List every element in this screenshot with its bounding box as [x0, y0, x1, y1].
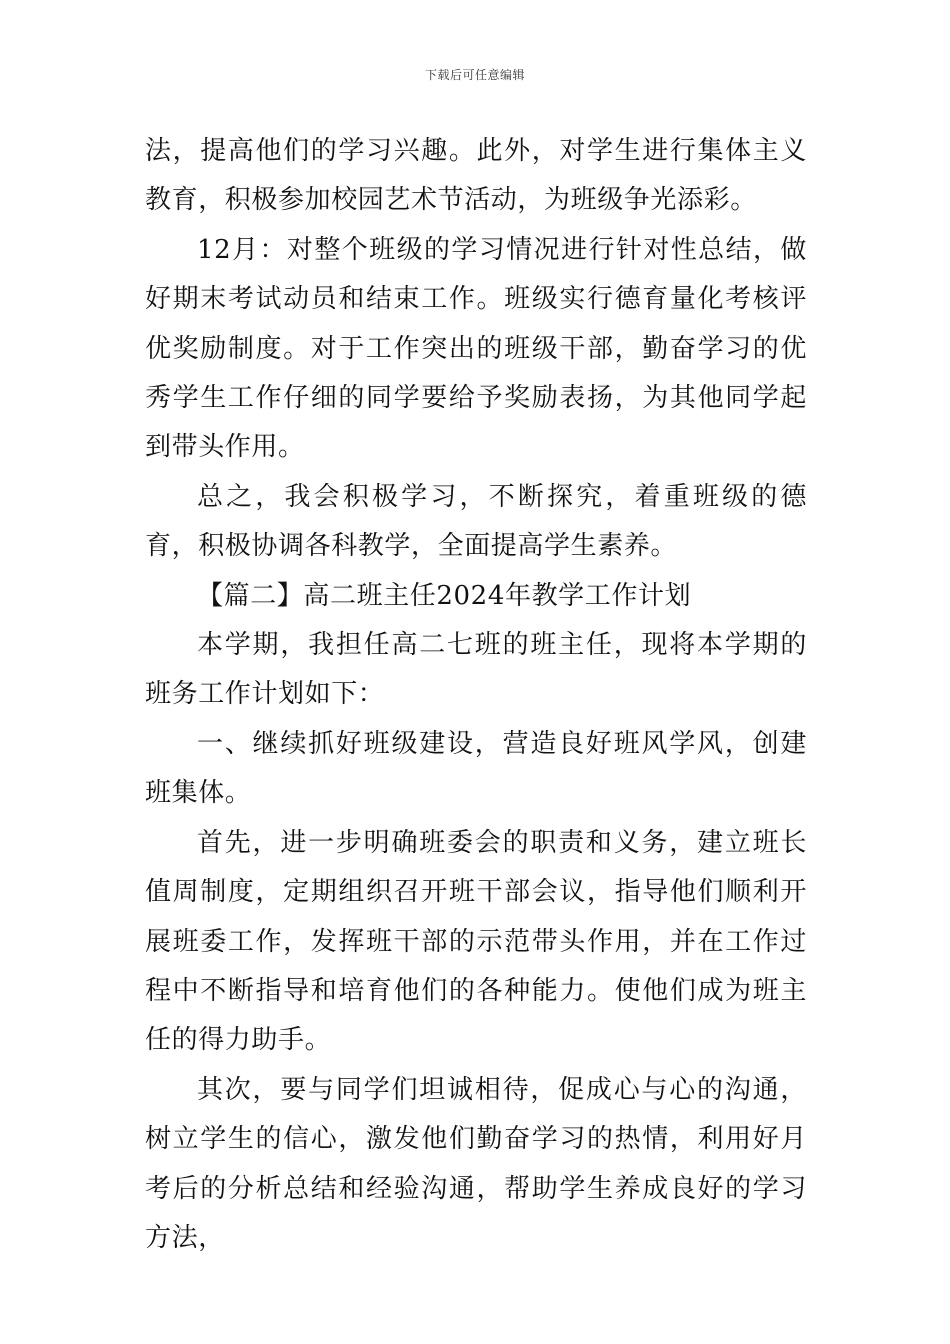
- paragraph: 首先，进一步明确班委会的职责和义务，建立班长值周制度，定期组织召开班干部会议，指导他们顺利开展班委工作，发挥班干部的示范带头作用，并在工作过程中不断指导和培育他们的各种能力。使他们成为班主任的得力助手。: [145, 827, 807, 1056]
- page-header: 下载后可任意编辑: [424, 68, 525, 82]
- paragraph: 本学期，我担任高二七班的班主任，现将本学期的班务工作计划如下：: [145, 630, 807, 710]
- paragraph: 其次，要与同学们坦诚相待，促成心与心的沟通，树立学生的信心，激发他们勤奋学习的热情，利用好月考后的分析总结和经验沟通，帮助学生养成良好的学习方法，: [145, 1074, 807, 1253]
- document-body: [145, 127, 807, 1263]
- paragraph: 一、继续抓好班级建设，营造良好班风学风，创建班集体。: [145, 728, 807, 809]
- paragraph: 法，提高他们的学习兴趣。此外，对学生进行集体主义教育，积极参加校园艺术节活动，为班级争光添彩。: [145, 136, 807, 216]
- paragraph: 总之，我会积极学习，不断探究，着重班级的德育，积极协调各科教学，全面提高学生素养。: [145, 481, 807, 562]
- paragraph: 12月：对整个班级的学习情况进行针对性总结，做好期末考试动员和结束工作。班级实行德育量化考核评优奖励制度。对于工作突出的班级干部，勤奋学习的优秀学生工作仔细的同学要给予奖励表扬，为其他同学起到带头作用。: [145, 234, 807, 463]
- section-heading: 【篇二】高二班主任2024年教学工作计划: [197, 580, 692, 611]
